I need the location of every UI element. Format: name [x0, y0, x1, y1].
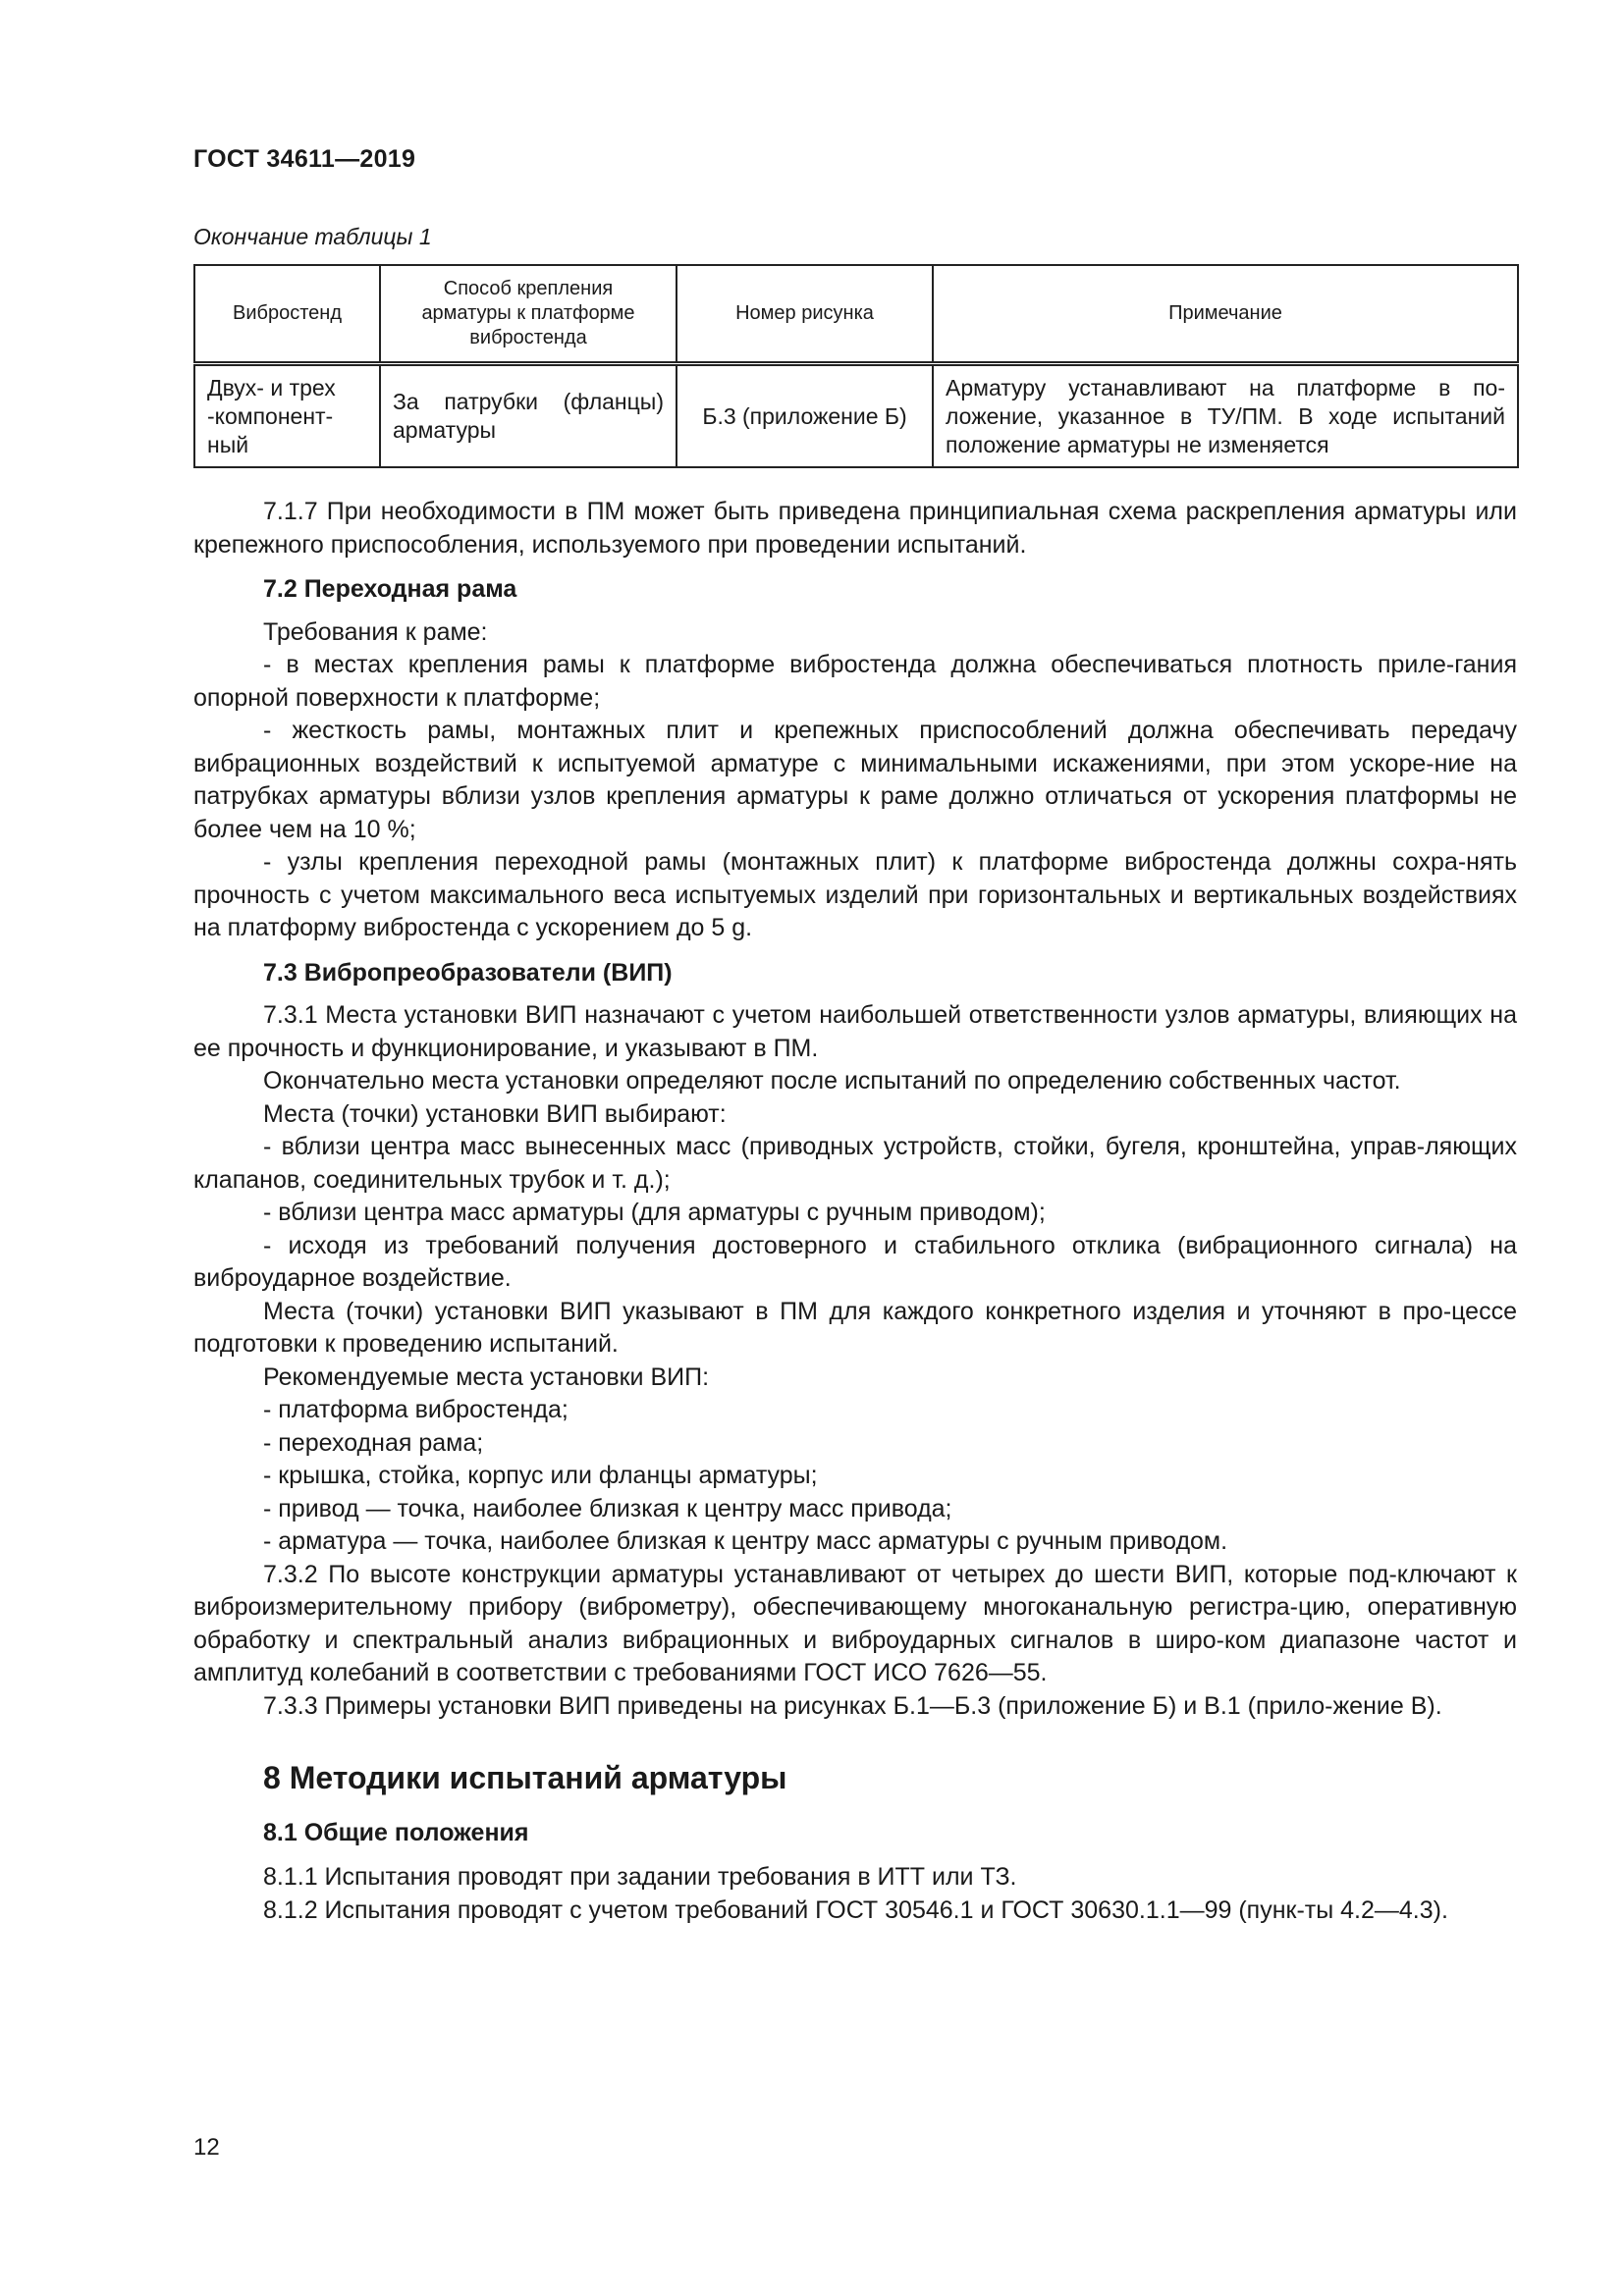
- list-item: - узлы крепления переходной рамы (монтажных плит) к платформе вибростенда должны сохра-нять прочность с учетом максимального веса испытуемых изделий при горизонтальных и вертикальных воздействиях на платформу вибростенда с ускорением до 5 g.: [193, 848, 1517, 941]
- list-item: - крышка, стойка, корпус или фланцы арматуры;: [263, 1462, 818, 1489]
- paragraph: 7.3.1 Места установки ВИП назначают с учетом наибольшей ответственности узлов арматуры, влияющих на ее прочность и функционирование, и указывают в ПМ.: [193, 1001, 1517, 1062]
- paragraph-7-3-3: 7.3.3 Примеры установки ВИП приведены на рисунках Б.1—Б.3 (приложение Б) и В.1 (прило-жение В).: [263, 1691, 1442, 1720]
- paragraph: Окончательно места установки определяют после испытаний по определению собственных частот.: [263, 1067, 1401, 1095]
- table-row: [194, 364, 1518, 468]
- paragraph-8-1-1: 8.1.1 Испытания проводят при задании требования в ИТТ или ТЗ.: [263, 1863, 1017, 1891]
- page-number: 12: [193, 2134, 220, 2161]
- list-item: - в местах крепления рамы к платформе вибростенда должна обеспечиваться плотность приле-гания опорной поверхности к платформе;: [193, 651, 1517, 712]
- section-title-7-3: 7.3 Вибропреобразователи (ВИП): [263, 958, 673, 987]
- table-header-cell: Способ крепления арматуры к платформе вибростенда: [380, 265, 677, 364]
- paragraph: Места (точки) установки ВИП выбирают:: [263, 1099, 727, 1128]
- chapter-title-8: 8 Методики испытаний арматуры: [263, 1760, 787, 1795]
- table-caption: Окончание таблицы 1: [193, 224, 432, 249]
- body-text: [193, 496, 1517, 1927]
- table-header-row: [194, 265, 1518, 364]
- table-cell: Двух- и трех -компонент-ный: [194, 364, 380, 468]
- table-header-cell: Номер рисунка: [677, 265, 933, 364]
- list-item: - вблизи центра масс вынесенных масс (приводных устройств, стойки, бугеля, кронштейна, управ-ляющих клапанов, соединительных трубок и т. д.);: [193, 1133, 1517, 1194]
- document-page: [193, 145, 1517, 1927]
- paragraph-7-3-2: 7.3.2 По высоте конструкции арматуры устанавливают от четырех до шести ВИП, которые под-ключают к виброизмерительному прибору (виброметру), обеспечивающему многоканальную регистра-цию, оперативную обработку и спектральный анализ вибрационных и виброударных сигналов в широ-ком диапазоне частот и амплитуд колебаний в соответствии с требованиями ГОСТ ИСО 7626—55.: [193, 1560, 1517, 1686]
- table-cell: Арматуру устанавливают на платформе в по-ложение, указанное в ТУ/ПМ. В ходе испытаний положение арматуры не изменяется: [933, 364, 1518, 468]
- list-item: - платформа вибростенда;: [263, 1396, 568, 1423]
- table-header-cell: Вибростенд: [194, 265, 380, 364]
- list-item: - вблизи центра масс арматуры (для арматуры с ручным приводом);: [263, 1199, 1046, 1226]
- table-header-cell: Примечание: [933, 265, 1518, 364]
- section-title-7-2: 7.2 Переходная рама: [263, 575, 517, 603]
- paragraph: Рекомендуемые места установки ВИП:: [263, 1362, 710, 1391]
- list-item: - арматура — точка, наиболее близкая к центру масс арматуры с ручным приводом.: [263, 1527, 1228, 1555]
- table-cell: За патрубки (фланцы) арматуры: [380, 364, 677, 468]
- list-item: - переходная рама;: [263, 1428, 484, 1457]
- list-item: - исходя из требований получения достоверного и стабильного отклика (вибрационного сигнала) на виброударное воздействие.: [193, 1231, 1517, 1292]
- list-item: - жесткость рамы, монтажных плит и крепежных приспособлений должна обеспечивать передачу вибрационных воздействий к испытуемой арматуре с минимальными искажениями, при этом ускоре-ние на патрубках арматуры вблизи узлов крепления арматуры к раме должно отличаться от ускорения платформы не более чем на 10 %;: [193, 717, 1517, 843]
- paragraph: Требования к раме:: [263, 617, 488, 646]
- table-1: [193, 264, 1519, 468]
- table-cell: Б.3 (приложение Б): [677, 364, 933, 468]
- paragraph: Места (точки) установки ВИП указывают в ПМ для каждого конкретного изделия и уточняют в про-цессе подготовки к проведению испытаний.: [193, 1297, 1517, 1358]
- paragraph-8-1-2: 8.1.2 Испытания проводят с учетом требований ГОСТ 30546.1 и ГОСТ 30630.1.1—99 (пунк-ты 4.2—4.3).: [263, 1896, 1448, 1924]
- paragraph-7-1-7: 7.1.7 При необходимости в ПМ может быть приведена принципиальная схема раскрепления арматуры или крепежного приспособления, используемого при проведении испытаний.: [193, 498, 1517, 559]
- list-item: - привод — точка, наиболее близкая к центру масс привода;: [263, 1494, 952, 1522]
- section-title-8-1: 8.1 Общие положения: [263, 1818, 529, 1846]
- document-header: ГОСТ 34611—2019: [193, 145, 416, 173]
